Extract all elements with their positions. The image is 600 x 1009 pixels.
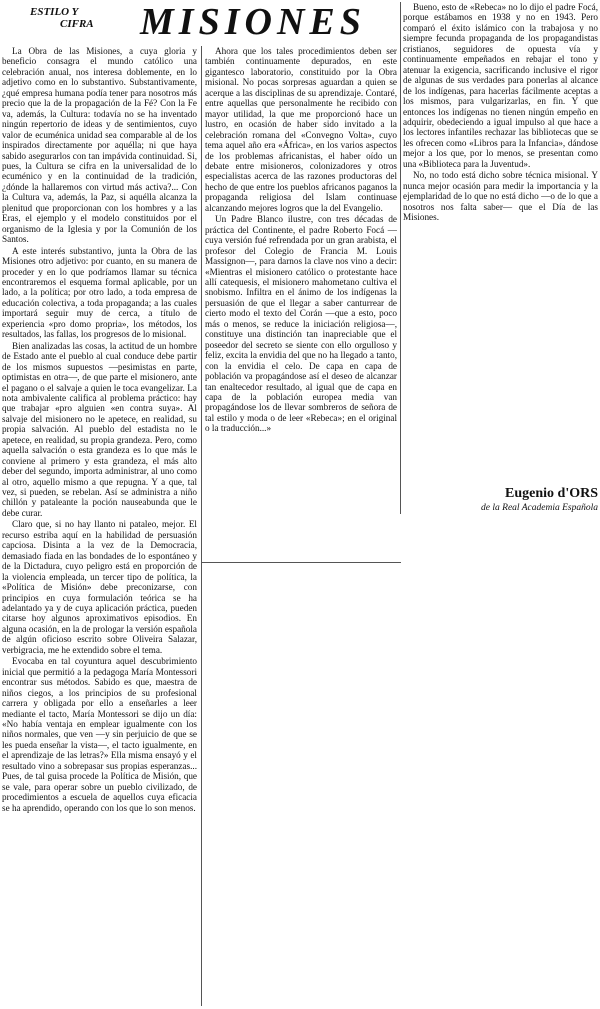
kicker-line-2: CIFRA	[60, 18, 94, 30]
paragraph: No, no todo está dicho sobre técnica misional. Y nunca mejor ocasión para medir la importancia y la ejemplaridad de lo que no está dicho —o de lo que a nosotros nos falta saber— que el Día de las Misiones.	[403, 170, 598, 223]
column-rule-2	[400, 2, 401, 514]
section-kicker	[30, 6, 130, 30]
article-title: MISIONES	[140, 1, 366, 43]
paragraph: Ahora que los tales procedimientos deben ser también continuamente depurados, en este gigantesco laboratorio, constituido por la Obra misional. No pocas sorpresas aguardan a quien se acerque a las disciplinas de su aprendizaje. Contaré, entre aquellas que personalmente he recibido con mayor utilidad, la que me proporcionó hace un lustro, en ocasión de haber sido invitado a la celebración romana del «Convegno Volta», cuyo tema aquel año era «África», en los varios aspectos de los problemas africanistas, el haber oído un debate entre misioneros, colonizadores y otros especialistas acerca de las razones productoras del hecho de que entre los pueblos africanos paganos la propaganda religiosa del Islam continuase alcanzando mejores logros que la del Evangelio.	[205, 46, 397, 213]
column-rule-1	[201, 46, 202, 1006]
column-end-rule	[201, 562, 401, 563]
paragraph: La Obra de las Misiones, a cuya gloria y beneficio consagra el mundo católico una celebración anual, nos interesa doblemente, en lo adjetivo como en lo substantivo. Substantivamente, ¿qué empresa humana podía tener para nosotros más precio que la de la propagación de la Fé? Con la Fe va, además, la Cultura: todavía no se ha inventado ningún repertorio de ideas y de sentimientos, cuyo valor de ecuménica unidad sea comparable al de los inspirados directamente por aquélla; ni que haya sabido asegurarlos con tan impávida continuidad. Si, pues, la Cultura se cifra en la universalidad de lo ecuménico y en la continuidad de la tradición, ¿dónde la hallaremos con virtud más activa?... Con la Cultura va, además, la Paz, si aquélla alcanza la plenitud que proporcionan con los hombres y a las Eras, el ejemplo y el modelo constituidos por el organismo de la Iglesia y por la Comunión de los Santos.	[2, 46, 197, 245]
author-signature	[403, 486, 598, 514]
paragraph: A este interés substantivo, junta la Obra de las Misiones otro adjetivo: por cuanto, en su manera de proceder y en lo que podríamos llamar su técnica encontraremos el esquema formal aplicable, por un lado, a la política; por otro lado, a toda empresa de educación colectiva, a toda propaganda; a las cuales importará seguir muy de cerca, a título de experiencia «pro domo propria», los métodos, los resultados, las fallas, los progresos de lo misional.	[2, 245, 197, 340]
paragraph: Claro que, si no hay llanto ni pataleo, mejor. El recurso estriba aquí en la habilidad de persuasión capciosa. Disinta a la vez de la Democracia, demasiado fiada en las bondades de lo espontáneo y de la Dictadura, cuyo peligro está en proporción de la violencia empleada, un tercer tipo de política, la «Política de Misión» debe preconizarse, con principios en cuya formulación teórica se ha adelantado ya y de cuya aplicación práctica, pueden citarse hoy algunos aproximativos episodios. En alguna ocasión, en la de prologar la versión española de algún oficioso escrito sobre Oliveira Salazar, verbigracia, me he extendido sobre el tema.	[2, 519, 197, 655]
author-affiliation: de la Real Academia Española	[481, 503, 598, 513]
paragraph: Evocaba en tal coyuntura aquel descubrimiento inicial que permitió a la pedagoga María Montessori encontrar sus métodos. Sabido es que, maestra de niños ciegos, a los principios de su profesional carrera y obligada por ello a enseñarles a leer mediante el tacto, María Montessori se dijo un día: «No había ventaja en emplear igualmente con los niños normales, que ven —y sin perjuicio de que se les pueda enseñar la vista—, el tacto igualmente, en el aprendizaje de las letras?» Ella misma ensayó y el resultado vino a sobrepasar sus propias esperanzas... Pues, de tal guisa procede la Política de Misión, que se vale, para operar sobre un pueblo civilizado, de procedimientos a escuela de aquellos cuya eficacia se ha aprendido, operando con los que lo son menos.	[2, 656, 197, 813]
kicker-line-1: ESTILO Y	[30, 6, 79, 18]
paragraph: Bien analizadas las cosas, la actitud de un hombre de Estado ante el pueblo al cual conduce debe partir de los mismos supuestos —pesimistas en parte, optimistas en otra—, de que parte el misionero, ante el pagano o el salvaje a quien le toca evangelizar. La nota ambivalente califica al problema práctico: hay que trabajar «pro alguien «en contra suya». Al salvaje del misionero no le apetece, en realidad, su propia salvación. Al pueblo del estadista no le apetece, en realidad, su propia grandeza. Pero, como aquella salvación o esta grandeza es lo que más le conviene al primero y esta grandeza, el más alto deber del segundo, importa administrar, al uno como al otro, aquello mismo a que repugna. Y a que, tal vez, si pueden, se rebelan. Así se administra a niño chillón y pataleante la poción nauseabunda que le debe curar.	[2, 340, 197, 518]
author-name: Eugenio d'ORS	[505, 486, 598, 501]
paragraph: Un Padre Blanco ilustre, con tres décadas de práctica del Continente, el padre Roberto Focá —cuya versión fué refrendada por un gran arabista, el profesor del Colegio de Francia M. Louis Massignon—, para darnos la clave nos vino a decir: «Mientras el misionero católico o protestante hace allí catequesis, el misionero mahometano cultiva el snobismo. Infiltra en el ánimo de los indígenas la persuasión de que el llegar a saber canturrear de cierto modo el texto del Corán —que a esto, poco más o menos, se reduce la iniciación religiosa—, constituye una distinción tan inapreciable que el poseedor del secreto se siente con ello orgulloso y feliz, excita la envidia del que no ha llegado a tanto, con la envidia el celo. De capa en capa de población va propagándose así el deseo de alcanzar tan enaltecedor resultado, al igual que de capa en capa de la población europea media van propagándose los de llevar sombreros de señora de tal estilo y moda o de leer «Rebeca»; en el original o la traducción...»	[205, 214, 397, 434]
text-column-3	[403, 2, 598, 482]
text-column-2	[205, 46, 397, 560]
text-column-1	[2, 46, 197, 1008]
paragraph: Bueno, esto de «Rebeca» no lo dijo el padre Focá, porque estábamos en 1938 y no en 1943. Pero comparó el éxito islámico con la trabajosa y no siempre fecunda propaganda de los propagandistas cristianos, seguidores de opuesta vía y continuamente empeñados en rebajar el tono y atenuar la exigencia, sacrificando inclusive el rigor de algunas de sus verdades para ponerlas al alcance de los indígenas, para hacerlas fácilmente aceptas a los mismos, para vulgarizarlas, en fin. Y que entonces los indígenas no tienen ningún empeño en adquirir, obedeciendo a igual impulso al que hace a los lectores infantiles rechazar las bibliotecas que se les ofrecen como «Libros para la Infancia», dándose mejor a los que, por lo menos, se presentan como una «Biblioteca para la Juventud».	[403, 2, 598, 169]
